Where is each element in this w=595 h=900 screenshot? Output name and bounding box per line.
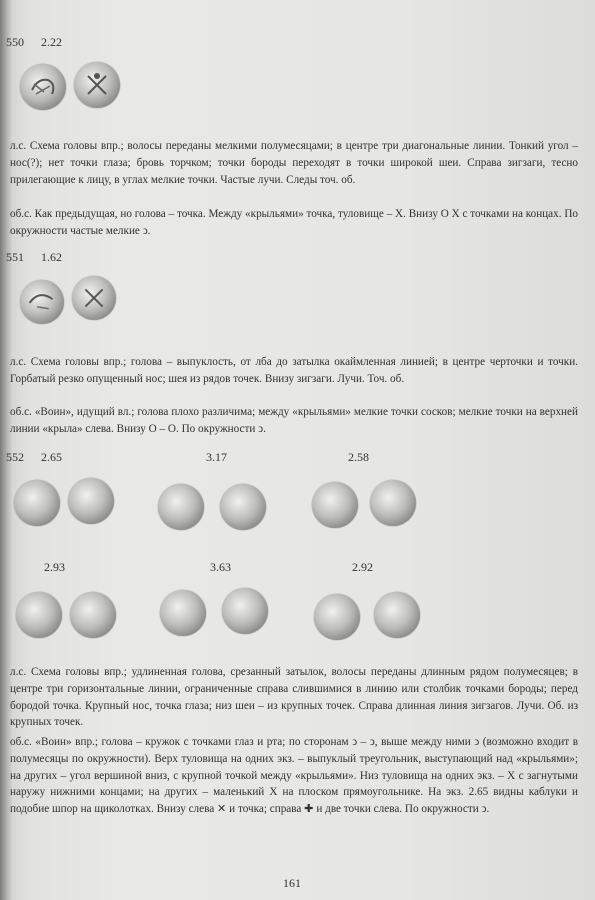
entry-550-reverse-description: об.с. Как предыдущая, но голова – точка. Между «крыльями» точка, туловище – Х. Внизу О Х с точками на концах. По окружности частые мелкие ↄ. <box>10 208 578 237</box>
coin-obverse-image <box>160 590 206 636</box>
coin-reverse-image <box>374 592 420 638</box>
entry-550-obverse-description: л.с. Схема головы впр.; волосы переданы мелкими полумесяцами; в центре три диагональные линии. Тонкий угол – нос(?); нет точки глаза; бровь торчком; точки бороды переходят в точки широкой шеи. Справа зигзаги, тесно прилегающие к лицу, в углах мелкие точки. Частые лучи. Следы точ. об. <box>10 140 578 186</box>
coin-weight: 2.92 <box>352 560 373 574</box>
entry-552-reverse-description: об.с. «Воин» впр.; голова – кружок с точками глаз и рта; по сторонам ↄ – ↄ, выше между ними ↄ (возможно входит в полумесяцы по окружности). Верх туловища на одних экз. – выпуклый треугольник, выступающий над «крыльями»; на других – угол вершиной вниз, с крупной точкой между «крыльями». Низ туловища на одних экз. – Х с загнутыми наружу нижними концами; на других – маленький Х на плоском прямоугольнике. На экз. 2.65 видны каблуки и подобие шпор на щиколотках. Внизу слева ✕ и точка; справа ✚ и две точки слева. По окружности ↄ. <box>10 736 578 816</box>
coin-obverse-image <box>20 280 64 324</box>
coin-obverse-image <box>314 594 360 640</box>
coin-weight: 3.17 <box>206 450 227 464</box>
coin-weight: 2.22 <box>41 35 62 49</box>
entry-552-header <box>6 450 62 465</box>
entry-551-header <box>6 250 62 265</box>
coin-reverse-image <box>74 62 120 108</box>
entry-number: 551 <box>6 250 24 264</box>
coin-reverse-image <box>70 592 116 638</box>
coin-reverse-image <box>72 276 116 320</box>
coin-reverse-image <box>220 484 266 530</box>
coin-weight: 3.63 <box>210 560 231 574</box>
coin-weight: 2.65 <box>41 450 62 464</box>
coin-reverse-image <box>370 480 416 526</box>
coin-reverse-image <box>222 588 268 634</box>
entry-551-reverse-description: об.с. «Воин», идущий вл.; голова плохо различима; между «крыльями» мелкие точки сосков; мелкие точки на верхней линии «крыла» слева. Внизу О – О. По окружности ↄ. <box>10 406 578 435</box>
coin-weight: 2.58 <box>348 450 369 464</box>
coin-obverse-image <box>158 484 204 530</box>
entry-550-header <box>6 35 62 50</box>
entry-number: 552 <box>6 450 24 464</box>
coin-weight: 1.62 <box>41 250 62 264</box>
entry-number: 550 <box>6 35 24 49</box>
coin-obverse-image <box>14 480 60 526</box>
entry-552-obverse-description: л.с. Схема головы впр.; удлиненная голова, срезанный затылок, волосы переданы длинным рядом полумесяцев; в центре три горизонтальные линии, ограниченные справа слившимися в линию или столбик точками бороды; перед бородой точка. Крупный нос, точка глаза; низ шеи – из крупных точек. Справа длинная линия зигзагов. Лучи. Об. из крупных точек. <box>10 666 578 729</box>
coin-obverse-image <box>20 64 66 110</box>
coin-weight: 2.93 <box>44 560 65 574</box>
coin-obverse-image <box>16 592 62 638</box>
entry-551-obverse-description: л.с. Схема головы впр.; голова – выпуклость, от лба до затылка окаймленная линией; в центре черточки и точки. Горбатый резко опущенный нос; шея из рядов точек. Внизу зигзаги. Лучи. Точ. об. <box>10 356 578 385</box>
page-number: 161 <box>283 876 301 890</box>
coin-obverse-image <box>312 482 358 528</box>
coin-reverse-image <box>68 478 114 524</box>
